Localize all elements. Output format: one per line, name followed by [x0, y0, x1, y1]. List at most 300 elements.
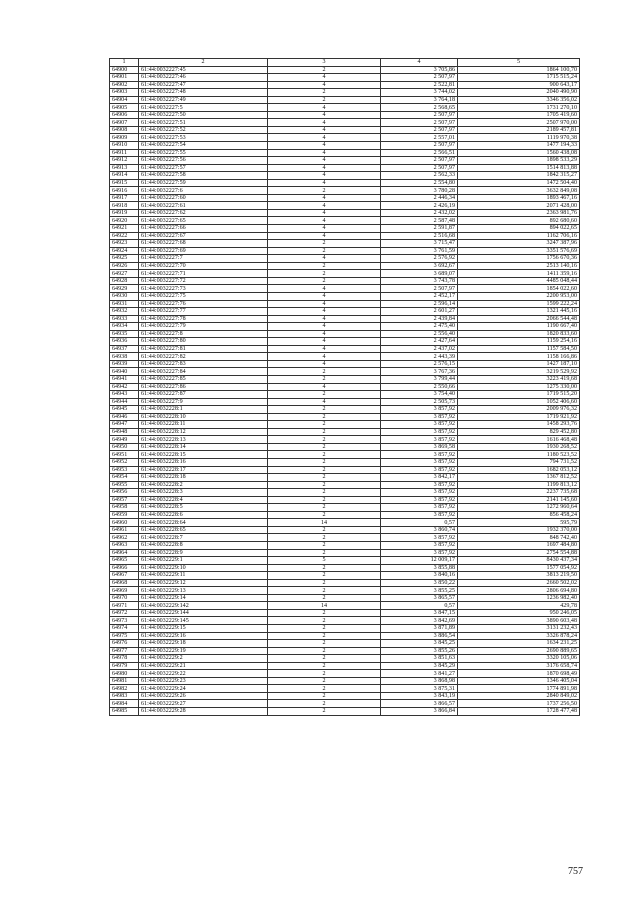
table-row — [110, 655, 580, 663]
table-cell-col3: 4 — [268, 383, 381, 391]
table-row — [110, 383, 580, 391]
table-cell-col3: 4 — [268, 111, 381, 119]
table-cell-col4: 3 865,57 — [381, 594, 458, 602]
table-cell-col3: 4 — [268, 119, 381, 127]
table-cell-col3: 2 — [268, 240, 381, 248]
table-cell-col3: 4 — [268, 360, 381, 368]
table-cell-col1: 64934 — [110, 323, 139, 331]
table-cell-col5: 1864 100,70 — [458, 66, 580, 74]
table-row — [110, 443, 580, 451]
table-cell-col3: 2 — [268, 270, 381, 278]
table-cell-col5: 1427 187,10 — [458, 360, 580, 368]
table-cell-col2: 61:44:0032228:12 — [139, 428, 268, 436]
column-header-2: 2 — [139, 59, 268, 67]
table-cell-col4: 3 743,78 — [381, 277, 458, 285]
table-cell-col3: 4 — [268, 164, 381, 172]
table-row — [110, 428, 580, 436]
table-cell-col4: 2 568,65 — [381, 104, 458, 112]
table-cell-col5: 1756 670,36 — [458, 255, 580, 263]
table-cell-col5: 1737 256,50 — [458, 700, 580, 708]
table-cell-col5: 1719 515,20 — [458, 391, 580, 399]
table-cell-col5: 1616 468,48 — [458, 436, 580, 444]
table-cell-col2: 61:44:0032227:83 — [139, 360, 268, 368]
table-cell-col4: 0,57 — [381, 602, 458, 610]
table-cell-col1: 64983 — [110, 692, 139, 700]
table-cell-col3: 2 — [268, 526, 381, 534]
table-cell-col3: 2 — [268, 458, 381, 466]
table-cell-col2: 61:44:0032227:67 — [139, 232, 268, 240]
table-cell-col5: 2141 145,60 — [458, 496, 580, 504]
table-cell-col4: 3 767,36 — [381, 368, 458, 376]
table-cell-col1: 64941 — [110, 375, 139, 383]
table-row — [110, 421, 580, 429]
table-cell-col3: 4 — [268, 142, 381, 150]
table-cell-col1: 64964 — [110, 549, 139, 557]
table-cell-col4: 3 855,25 — [381, 587, 458, 595]
table-row — [110, 602, 580, 610]
table-row — [110, 572, 580, 580]
table-row — [110, 285, 580, 293]
table-cell-col1: 64948 — [110, 428, 139, 436]
table-cell-col3: 2 — [268, 579, 381, 587]
table-cell-col3: 2 — [268, 413, 381, 421]
table-cell-col4: 3 857,92 — [381, 511, 458, 519]
table-cell-col3: 2 — [268, 466, 381, 474]
table-cell-col4: 2 507,97 — [381, 157, 458, 165]
table-cell-col4: 3 857,92 — [381, 504, 458, 512]
table-cell-col2: 61:44:0032228:11 — [139, 421, 268, 429]
table-cell-col5: 1321 445,16 — [458, 308, 580, 316]
table-cell-col1: 64933 — [110, 315, 139, 323]
table-row — [110, 308, 580, 316]
table-row — [110, 142, 580, 150]
table-cell-col2: 61:44:0032227:71 — [139, 270, 268, 278]
table-cell-col3: 2 — [268, 428, 381, 436]
table-cell-col1: 64903 — [110, 89, 139, 97]
table-cell-col3: 4 — [268, 225, 381, 233]
table-row — [110, 458, 580, 466]
table-row — [110, 526, 580, 534]
table-cell-col4: 3 857,92 — [381, 436, 458, 444]
table-cell-col5: 3176 658,74 — [458, 662, 580, 670]
table-cell-col3: 2 — [268, 534, 381, 542]
table-row — [110, 225, 580, 233]
table-cell-col3: 2 — [268, 564, 381, 572]
table-cell-col1: 64969 — [110, 587, 139, 595]
table-cell-col2: 61:44:0032228:13 — [139, 436, 268, 444]
table-cell-col5: 4485 048,44 — [458, 277, 580, 285]
table-cell-col2: 61:44:0032229:24 — [139, 685, 268, 693]
table-cell-col5: 1854 022,60 — [458, 285, 580, 293]
table-cell-col2: 61:44:0032227:77 — [139, 308, 268, 316]
table-row — [110, 489, 580, 497]
table-cell-col2: 61:44:0032227:7 — [139, 255, 268, 263]
table-row — [110, 609, 580, 617]
table-cell-col1: 64929 — [110, 285, 139, 293]
table-cell-col4: 3 875,31 — [381, 685, 458, 693]
table-row — [110, 232, 580, 240]
table-cell-col2: 61:44:0032228:17 — [139, 466, 268, 474]
table-cell-col4: 2 576,15 — [381, 360, 458, 368]
table-cell-col5: 1159 254,16 — [458, 338, 580, 346]
table-cell-col5: 8430 437,34 — [458, 557, 580, 565]
table-row — [110, 451, 580, 459]
table-cell-col3: 2 — [268, 277, 381, 285]
table-cell-col3: 4 — [268, 81, 381, 89]
table-cell-col5: 2840 849,02 — [458, 692, 580, 700]
table-row — [110, 81, 580, 89]
table-row — [110, 481, 580, 489]
table-cell-col1: 64937 — [110, 345, 139, 353]
table-cell-col5: 1157 584,50 — [458, 345, 580, 353]
table-cell-col2: 61:44:0032227:80 — [139, 338, 268, 346]
table-cell-col3: 2 — [268, 587, 381, 595]
table-cell-col3: 2 — [268, 247, 381, 255]
data-table — [109, 58, 580, 716]
table-cell-col1: 64938 — [110, 353, 139, 361]
table-row — [110, 708, 580, 716]
table-cell-col2: 61:44:0032228:16 — [139, 458, 268, 466]
table-cell-col4: 2 507,97 — [381, 74, 458, 82]
table-row — [110, 692, 580, 700]
table-cell-col3: 4 — [268, 292, 381, 300]
table-row — [110, 519, 580, 527]
table-cell-col5: 1577 054,92 — [458, 564, 580, 572]
table-cell-col5: 950 246,05 — [458, 609, 580, 617]
table-cell-col4: 2 437,02 — [381, 345, 458, 353]
table-cell-col1: 64913 — [110, 164, 139, 172]
table-cell-col1: 64936 — [110, 338, 139, 346]
table-cell-col3: 4 — [268, 300, 381, 308]
table-cell-col2: 61:44:0032228:1 — [139, 406, 268, 414]
table-cell-col3: 2 — [268, 375, 381, 383]
table-row — [110, 670, 580, 678]
table-cell-col3: 2 — [268, 662, 381, 670]
table-row — [110, 104, 580, 112]
table-row — [110, 542, 580, 550]
table-cell-col4: 3 761,59 — [381, 247, 458, 255]
table-row — [110, 194, 580, 202]
table-cell-col4: 2 562,33 — [381, 172, 458, 180]
table-cell-col2: 61:44:0032229:144 — [139, 609, 268, 617]
table-cell-col3: 2 — [268, 511, 381, 519]
table-row — [110, 511, 580, 519]
table-row — [110, 398, 580, 406]
table-cell-col1: 64961 — [110, 526, 139, 534]
table-cell-col1: 64946 — [110, 413, 139, 421]
table-cell-col1: 64974 — [110, 625, 139, 633]
table-cell-col1: 64951 — [110, 451, 139, 459]
table-cell-col4: 3 857,92 — [381, 406, 458, 414]
table-cell-col2: 61:44:0032227:9 — [139, 398, 268, 406]
table-row — [110, 157, 580, 165]
table-cell-col4: 2 576,92 — [381, 255, 458, 263]
table-cell-col5: 1599 222,24 — [458, 300, 580, 308]
table-cell-col1: 64928 — [110, 277, 139, 285]
table-cell-col1: 64915 — [110, 179, 139, 187]
table-cell-col5: 1346 405,04 — [458, 677, 580, 685]
table-row — [110, 277, 580, 285]
table-cell-col5: 1514 813,88 — [458, 164, 580, 172]
table-cell-col5: 3890 603,48 — [458, 617, 580, 625]
table-cell-col4: 2 427,64 — [381, 338, 458, 346]
table-cell-col2: 61:44:0032227:65 — [139, 217, 268, 225]
table-cell-col1: 64910 — [110, 142, 139, 150]
table-cell-col1: 64982 — [110, 685, 139, 693]
table-cell-col3: 4 — [268, 149, 381, 157]
table-row — [110, 187, 580, 195]
table-cell-col5: 3131 232,43 — [458, 625, 580, 633]
table-cell-col1: 64927 — [110, 270, 139, 278]
table-cell-col3: 2 — [268, 632, 381, 640]
table-row — [110, 247, 580, 255]
table-cell-col3: 2 — [268, 496, 381, 504]
table-cell-col5: 1477 194,33 — [458, 142, 580, 150]
table-cell-col1: 64918 — [110, 202, 139, 210]
table-cell-col5: 794 731,52 — [458, 458, 580, 466]
table-row — [110, 270, 580, 278]
table-cell-col5: 1893 467,16 — [458, 194, 580, 202]
table-cell-col1: 64952 — [110, 458, 139, 466]
table-cell-col4: 3 842,69 — [381, 617, 458, 625]
table-row — [110, 549, 580, 557]
table-cell-col4: 2 439,84 — [381, 315, 458, 323]
table-row — [110, 323, 580, 331]
table-cell-col3: 2 — [268, 66, 381, 74]
table-cell-col3: 4 — [268, 345, 381, 353]
table-cell-col3: 4 — [268, 157, 381, 165]
table-cell-col2: 61:44:0032227:82 — [139, 353, 268, 361]
table-cell-col2: 61:44:0032229:142 — [139, 602, 268, 610]
table-cell-col1: 64947 — [110, 421, 139, 429]
table-cell-col3: 2 — [268, 670, 381, 678]
table-cell-col3: 4 — [268, 202, 381, 210]
table-row — [110, 202, 580, 210]
column-header-1: 1 — [110, 59, 139, 67]
table-row — [110, 557, 580, 565]
table-cell-col2: 61:44:0032227:72 — [139, 277, 268, 285]
table-cell-col3: 2 — [268, 187, 381, 195]
table-cell-col2: 61:44:0032229:2 — [139, 655, 268, 663]
table-cell-col5: 2690 889,65 — [458, 647, 580, 655]
table-cell-col1: 64963 — [110, 542, 139, 550]
table-cell-col2: 61:44:0032227:75 — [139, 292, 268, 300]
table-cell-col5: 1719 921,92 — [458, 413, 580, 421]
table-cell-col1: 64905 — [110, 104, 139, 112]
table-cell-col1: 64942 — [110, 383, 139, 391]
table-cell-col5: 1190 667,40 — [458, 323, 580, 331]
table-cell-col5: 3326 878,24 — [458, 632, 580, 640]
table-cell-col2: 61:44:0032227:78 — [139, 315, 268, 323]
table-cell-col2: 61:44:0032227:6 — [139, 187, 268, 195]
table-cell-col3: 2 — [268, 451, 381, 459]
table-cell-col3: 2 — [268, 640, 381, 648]
table-cell-col4: 2 591,87 — [381, 225, 458, 233]
table-cell-col1: 64902 — [110, 81, 139, 89]
table-cell-col4: 2 507,97 — [381, 142, 458, 150]
table-cell-col1: 64901 — [110, 74, 139, 82]
table-cell-col5: 2066 544,48 — [458, 315, 580, 323]
table-cell-col1: 64907 — [110, 119, 139, 127]
table-cell-col5: 2071 428,00 — [458, 202, 580, 210]
table-cell-col5: 2040 490,90 — [458, 89, 580, 97]
table-cell-col3: 4 — [268, 255, 381, 263]
table-cell-col5: 1367 812,52 — [458, 474, 580, 482]
table-cell-col2: 61:44:0032227:60 — [139, 194, 268, 202]
table-cell-col5: 2806 694,80 — [458, 587, 580, 595]
table-cell-col2: 61:44:0032227:51 — [139, 119, 268, 127]
column-header-3: 3 — [268, 59, 381, 67]
table-cell-col2: 61:44:0032228:7 — [139, 534, 268, 542]
table-cell-col2: 61:44:0032227:59 — [139, 179, 268, 187]
table-cell-col3: 2 — [268, 609, 381, 617]
table-cell-col1: 64953 — [110, 466, 139, 474]
table-cell-col5: 2189 457,81 — [458, 126, 580, 134]
table-row — [110, 662, 580, 670]
table-cell-col3: 2 — [268, 391, 381, 399]
table-cell-col5: 848 742,40 — [458, 534, 580, 542]
table-row — [110, 413, 580, 421]
table-cell-col1: 64945 — [110, 406, 139, 414]
table-cell-col2: 61:44:0032227:46 — [139, 74, 268, 82]
table-cell-col3: 2 — [268, 504, 381, 512]
table-cell-col5: 1682 053,12 — [458, 466, 580, 474]
table-cell-col2: 61:44:0032229:23 — [139, 677, 268, 685]
table-row — [110, 534, 580, 542]
table-cell-col1: 64930 — [110, 292, 139, 300]
table-cell-col4: 3 857,92 — [381, 413, 458, 421]
page-number: 757 — [568, 866, 583, 877]
table-row — [110, 345, 580, 353]
table-cell-col2: 61:44:0032229:1 — [139, 557, 268, 565]
table-cell-col3: 2 — [268, 443, 381, 451]
table-cell-col1: 64908 — [110, 126, 139, 134]
table-cell-col2: 61:44:0032227:73 — [139, 285, 268, 293]
table-cell-col5: 3813 219,50 — [458, 572, 580, 580]
table-cell-col4: 2 507,97 — [381, 111, 458, 119]
table-cell-col4: 3 851,63 — [381, 655, 458, 663]
table-cell-col4: 3 857,92 — [381, 542, 458, 550]
table-row — [110, 594, 580, 602]
table-cell-col5: 1180 523,52 — [458, 451, 580, 459]
table-row — [110, 436, 580, 444]
table-cell-col2: 61:44:0032227:8 — [139, 330, 268, 338]
table-cell-col1: 64949 — [110, 436, 139, 444]
table-cell-col4: 2 507,97 — [381, 126, 458, 134]
table-cell-col4: 3 857,92 — [381, 481, 458, 489]
table-cell-col4: 0,57 — [381, 519, 458, 527]
table-cell-col5: 2754 554,88 — [458, 549, 580, 557]
table-cell-col4: 2 452,17 — [381, 292, 458, 300]
table-row — [110, 579, 580, 587]
table-cell-col1: 64906 — [110, 111, 139, 119]
table-cell-col5: 1728 477,48 — [458, 708, 580, 716]
table-cell-col1: 64943 — [110, 391, 139, 399]
table-row — [110, 617, 580, 625]
table-cell-col2: 61:44:0032227:61 — [139, 202, 268, 210]
table-cell-col5: 1715 515,24 — [458, 74, 580, 82]
table-cell-col2: 61:44:0032229:19 — [139, 647, 268, 655]
table-cell-col1: 64944 — [110, 398, 139, 406]
table-cell-col4: 3 845,29 — [381, 662, 458, 670]
table-cell-col2: 61:44:0032227:81 — [139, 345, 268, 353]
table-row — [110, 74, 580, 82]
table-cell-col2: 61:44:0032229:11 — [139, 572, 268, 580]
table-cell-col5: 1119 970,38 — [458, 134, 580, 142]
table-cell-col2: 61:44:0032227:45 — [139, 66, 268, 74]
table-cell-col1: 64975 — [110, 632, 139, 640]
table-cell-col1: 64925 — [110, 255, 139, 263]
table-cell-col5: 3351 576,69 — [458, 247, 580, 255]
table-cell-col1: 64985 — [110, 708, 139, 716]
table-cell-col1: 64904 — [110, 96, 139, 104]
table-row — [110, 330, 580, 338]
table-cell-col2: 61:44:0032228:64 — [139, 519, 268, 527]
table-cell-col4: 2 426,19 — [381, 202, 458, 210]
table-row — [110, 406, 580, 414]
table-cell-col4: 3 799,44 — [381, 375, 458, 383]
table-cell-col4: 3 857,92 — [381, 466, 458, 474]
table-row — [110, 300, 580, 308]
table-cell-col3: 4 — [268, 134, 381, 142]
table-cell-col1: 64954 — [110, 474, 139, 482]
table-row — [110, 391, 580, 399]
table-cell-col5: 1411 359,16 — [458, 270, 580, 278]
table-cell-col2: 61:44:0032227:69 — [139, 247, 268, 255]
table-cell-col2: 61:44:0032227:76 — [139, 300, 268, 308]
table-cell-col3: 4 — [268, 126, 381, 134]
table-cell-col3: 2 — [268, 692, 381, 700]
table-cell-col5: 3223 419,68 — [458, 375, 580, 383]
table-header-row — [110, 59, 580, 67]
table-cell-col5: 856 458,24 — [458, 511, 580, 519]
table-cell-col2: 61:44:0032228:2 — [139, 481, 268, 489]
table-cell-col2: 61:44:0032229:12 — [139, 579, 268, 587]
table-row — [110, 625, 580, 633]
table-cell-col3: 2 — [268, 617, 381, 625]
table-cell-col2: 61:44:0032229:145 — [139, 617, 268, 625]
table-cell-col3: 14 — [268, 519, 381, 527]
table-cell-col2: 61:44:0032228:6 — [139, 511, 268, 519]
table-cell-col2: 61:44:0032229:10 — [139, 564, 268, 572]
table-cell-col3: 4 — [268, 285, 381, 293]
table-cell-col4: 2 507,97 — [381, 285, 458, 293]
table-cell-col3: 14 — [268, 602, 381, 610]
table-cell-col2: 61:44:0032228:10 — [139, 413, 268, 421]
table-cell-col3: 2 — [268, 685, 381, 693]
table-cell-col4: 3 850,22 — [381, 579, 458, 587]
table-cell-col3: 2 — [268, 368, 381, 376]
table-cell-col3: 2 — [268, 647, 381, 655]
table-cell-col1: 64973 — [110, 617, 139, 625]
table-cell-col2: 61:44:0032227:57 — [139, 164, 268, 172]
table-cell-col1: 64950 — [110, 443, 139, 451]
table-cell-col5: 429,78 — [458, 602, 580, 610]
table-cell-col1: 64912 — [110, 157, 139, 165]
table-cell-col2: 61:44:0032227:70 — [139, 262, 268, 270]
table-cell-col2: 61:44:0032229:15 — [139, 625, 268, 633]
table-cell-col4: 2 601,27 — [381, 308, 458, 316]
table-cell-col1: 64924 — [110, 247, 139, 255]
table-cell-col3: 4 — [268, 209, 381, 217]
table-cell-col5: 1820 833,60 — [458, 330, 580, 338]
table-cell-col2: 61:44:0032227:79 — [139, 323, 268, 331]
table-row — [110, 466, 580, 474]
table-cell-col1: 64926 — [110, 262, 139, 270]
table-cell-col3: 4 — [268, 398, 381, 406]
table-cell-col5: 1634 231,25 — [458, 640, 580, 648]
table-row — [110, 564, 580, 572]
